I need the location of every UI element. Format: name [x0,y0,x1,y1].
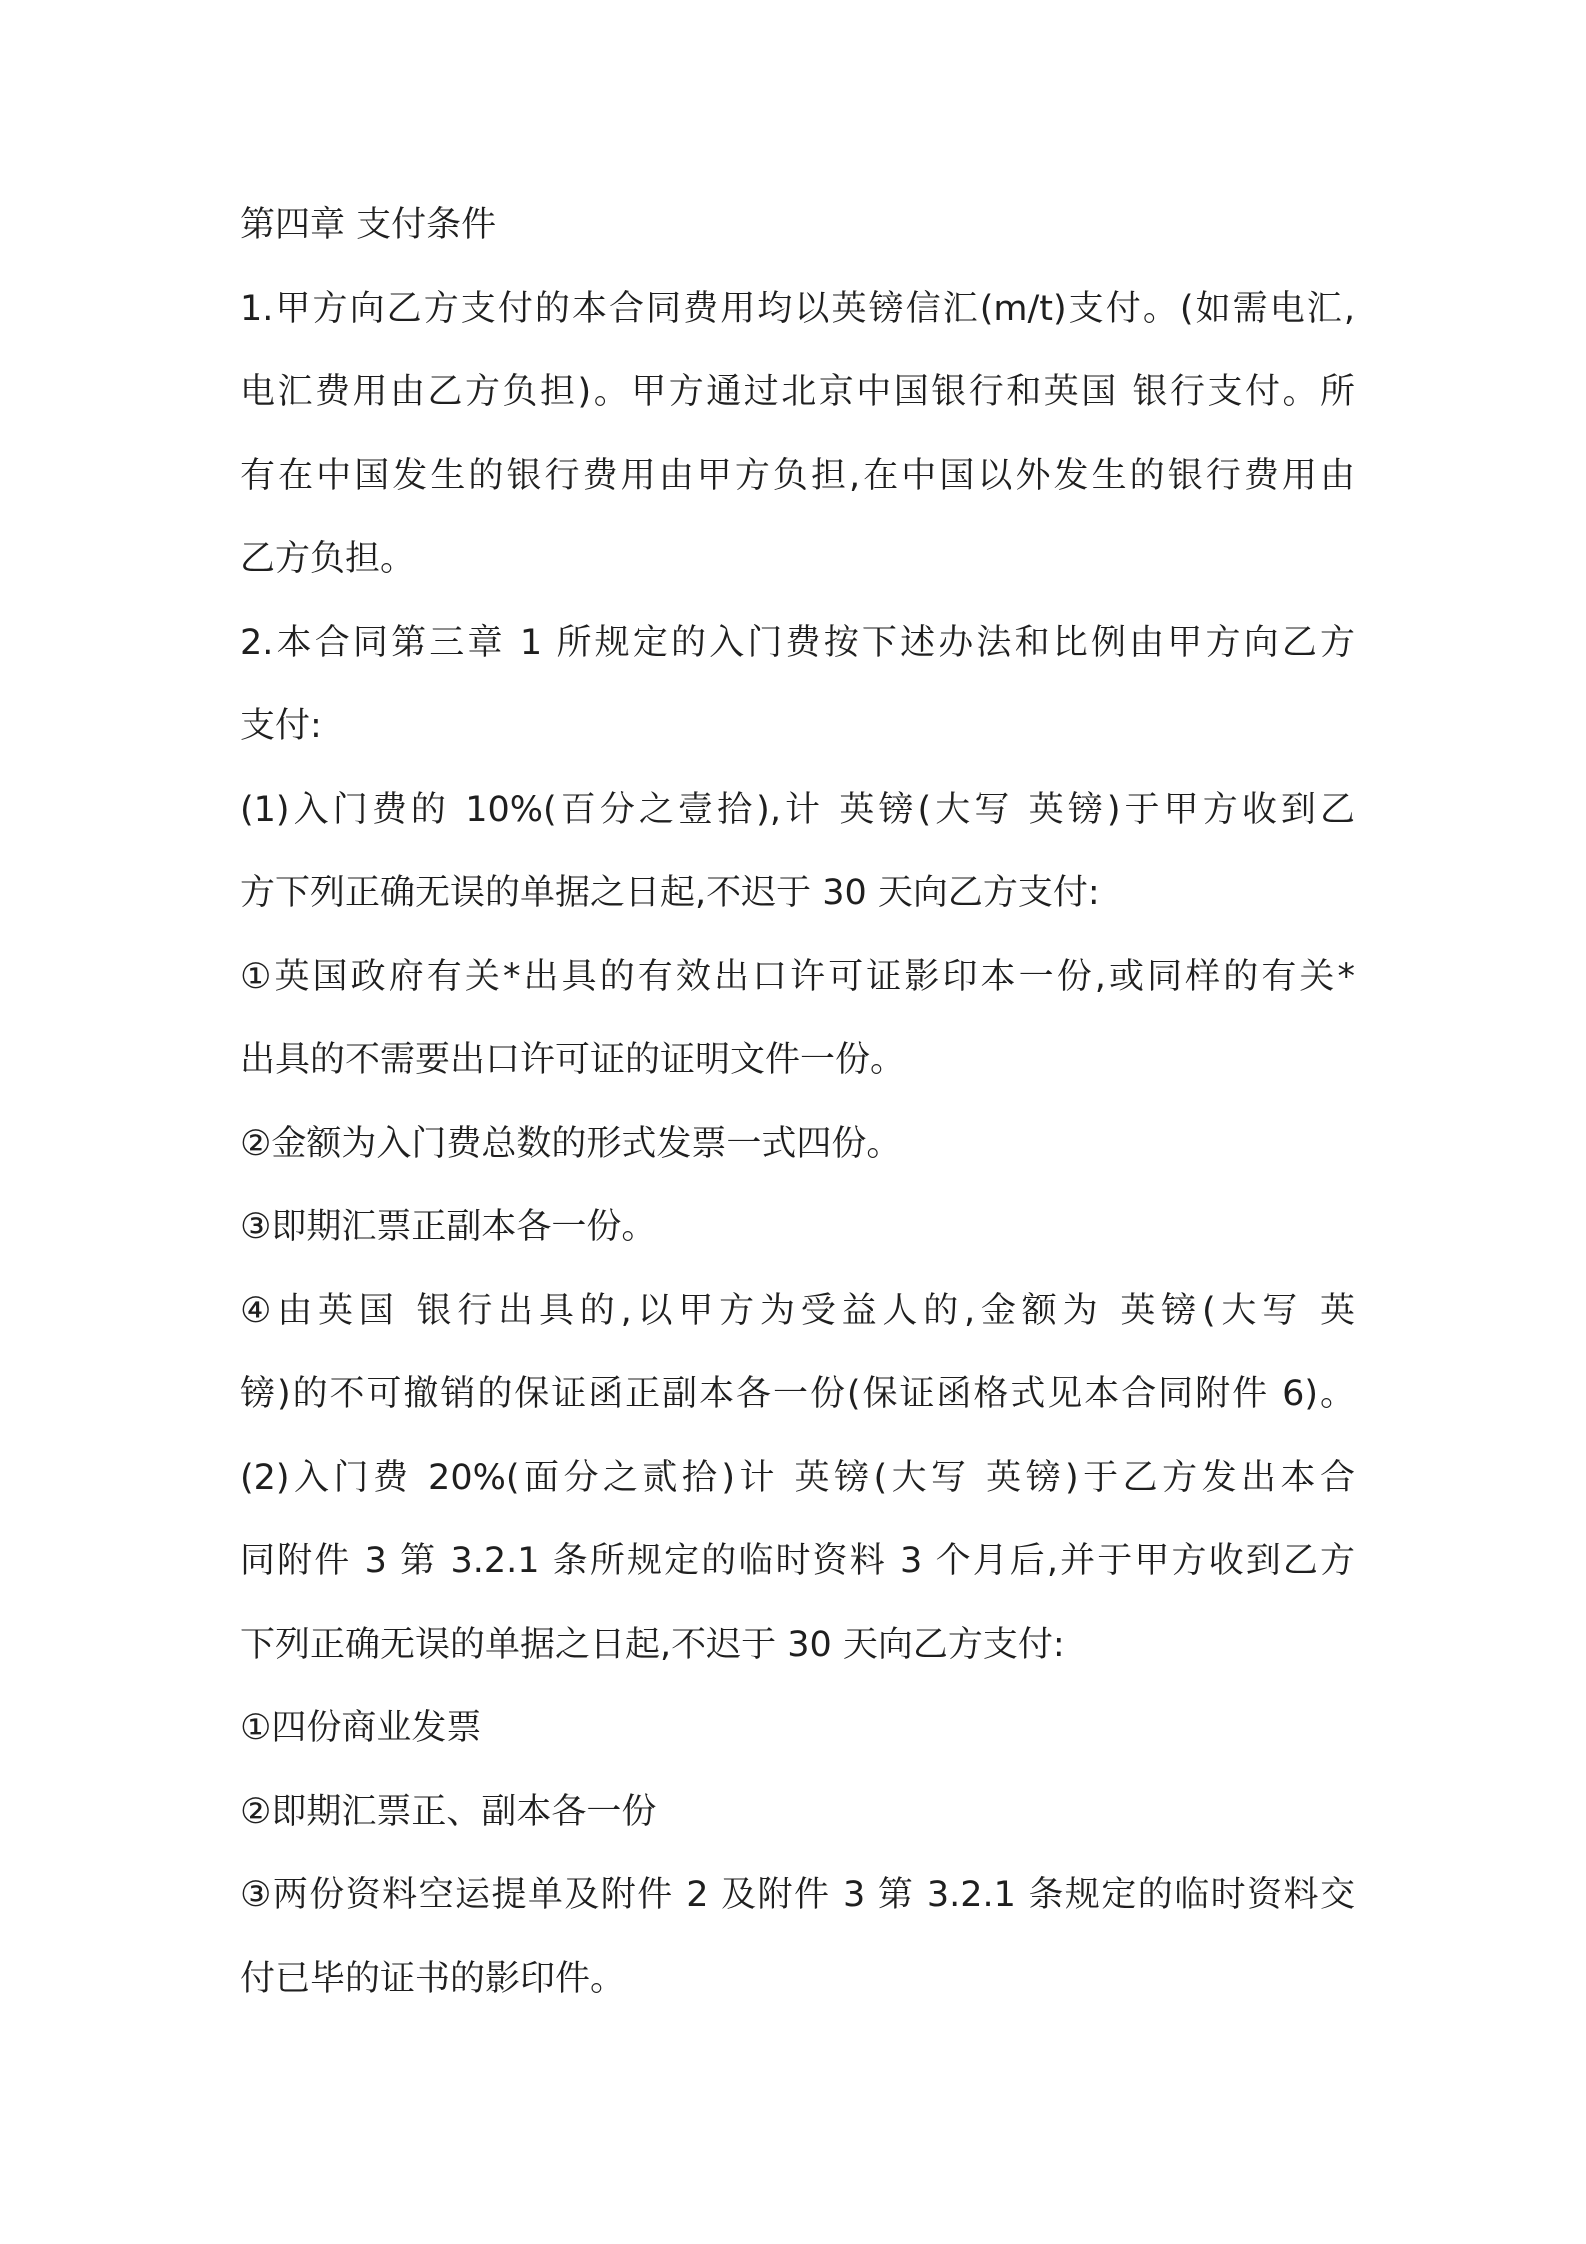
clause-2-line: 2.本合同第三章 1 所规定的入门费按下述办法和比例由甲方向乙方 [240,622,1355,663]
item-2-doc-line: ②即期汇票正、副本各一份 [240,1791,657,1832]
item-2-line: 同附件 3 第 3.2.1 条所规定的临时资料 3 个月后,并于甲方收到乙方 [240,1541,1355,1581]
item-1-doc-line: ①英国政府有关*出具的有效出口许可证影印本一份,或同样的有关* [240,956,1355,997]
item-2-line: (2)入门费 20%(面分之贰拾)计 英镑(大写 英镑)于乙方发出本合 [240,1457,1355,1498]
clause-1-line: 电汇费用由乙方负担)。甲方通过北京中国银行和英国 银行支付。所 [240,372,1355,412]
item-1-doc-line: ③即期汇票正副本各一份。 [240,1207,657,1247]
item-2-doc-line: ③两份资料空运提单及附件 2 及附件 3 第 3.2.1 条规定的临时资料交 [240,1875,1355,1915]
item-1-line: 方下列正确无误的单据之日起,不迟于 30 天向乙方支付: [240,873,1100,913]
item-2-doc-line: ①四份商业发票 [240,1708,482,1748]
clause-1-line: 有在中国发生的银行费用由甲方负担,在中国以外发生的银行费用由 [240,455,1355,496]
item-2-doc-line: 付已毕的证书的影印件。 [240,1958,626,1999]
item-1-doc-line: 镑)的不可撤销的保证函正副本各一份(保证函格式见本合同附件 6)。 [240,1374,1355,1414]
chapter-heading: 第四章 支付条件 [240,205,497,245]
item-1-line: (1)入门费的 10%(百分之壹拾),计 英镑(大写 英镑)于甲方收到乙 [240,789,1355,830]
clause-1-line: 1.甲方向乙方支付的本合同费用均以英镑信汇(m/t)支付。(如需电汇, [240,288,1355,329]
clause-2-line: 支付: [240,706,322,746]
item-2-line: 下列正确无误的单据之日起,不迟于 30 天向乙方支付: [240,1624,1065,1665]
item-1-doc-line: 出具的不需要出口许可证的证明文件一份。 [240,1040,906,1080]
document-body [240,198,1355,2035]
clause-1-line: 乙方负担。 [240,539,416,579]
item-1-doc-line: ④由英国 银行出具的,以甲方为受益人的,金额为 英镑(大写 英 [240,1290,1355,1331]
item-1-doc-line: ②金额为入门费总数的形式发票一式四份。 [240,1123,902,1164]
